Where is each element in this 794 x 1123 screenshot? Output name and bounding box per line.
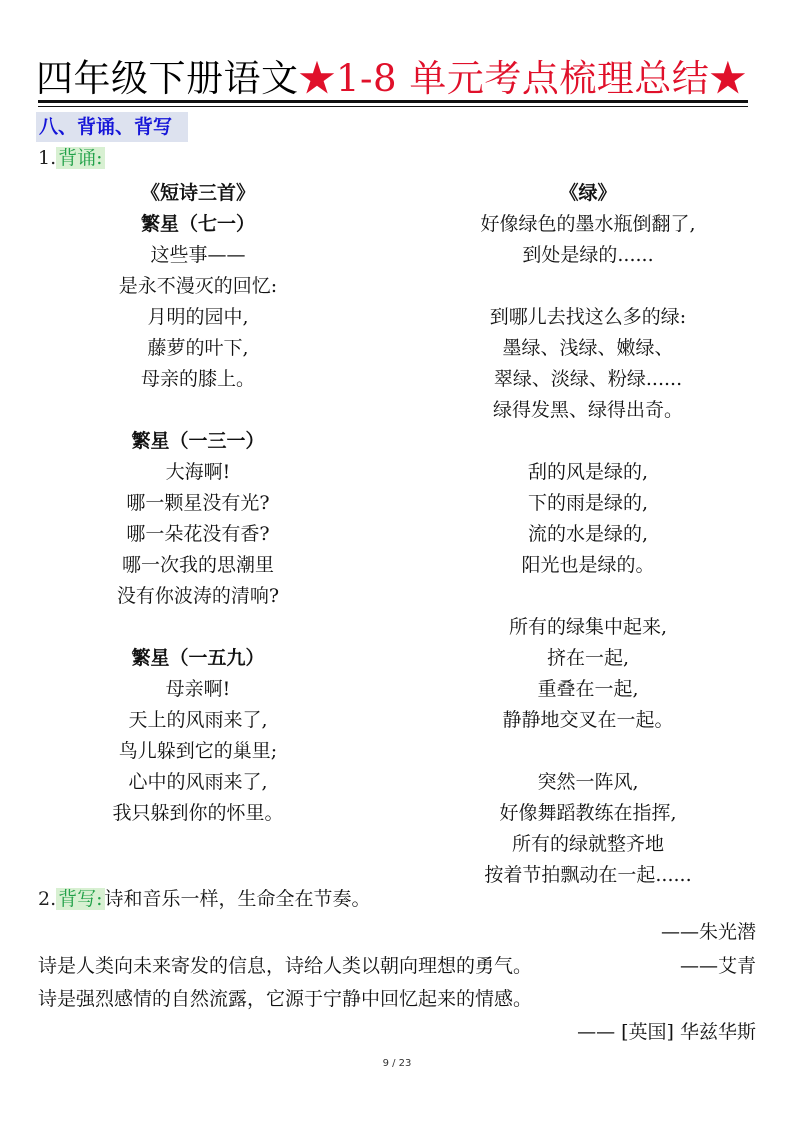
poem-line: 是永不漫灭的回忆: — [118, 275, 278, 297]
title-underline-thick — [38, 100, 748, 103]
item-write — [38, 884, 371, 914]
poem-line: 重叠在一起, — [537, 678, 639, 700]
poem-line: 墨绿、浅绿、嫩绿、 — [502, 337, 674, 359]
poem-line: 阳光也是绿的。 — [521, 554, 655, 576]
poem-line: 刮的风是绿的, — [527, 461, 649, 483]
poem-line: 到处是绿的...... — [522, 244, 654, 266]
poem-line: 好像舞蹈教练在指挥, — [499, 802, 677, 824]
poem-line: 下的雨是绿的, — [527, 492, 649, 514]
poem-line: 到哪儿去找这么多的绿: — [489, 306, 687, 328]
item-number: 1. — [38, 147, 57, 169]
poem-line: 绿得发黑、绿得出奇。 — [492, 399, 683, 421]
poem-column-right — [440, 178, 736, 898]
poem-line: 天上的风雨来了, — [128, 709, 268, 731]
poem-line: 月明的园中, — [147, 306, 249, 328]
item-tag: 背写: — [58, 888, 103, 910]
quote-author: ——朱光潜 — [660, 921, 756, 943]
poem-line: 流的水是绿的, — [527, 523, 649, 545]
page-number: 9 / 23 — [382, 1058, 412, 1069]
quote-author: ——艾青 — [679, 955, 756, 977]
poem-line: 挤在一起, — [546, 647, 630, 669]
poem-line: 哪一朵花没有香? — [126, 523, 270, 545]
quote-text: 诗是人类向未来寄发的信息，诗给人类以朝向理想的勇气。 — [38, 955, 533, 977]
title-main: 四年级下册语文 — [36, 57, 299, 100]
poem-line — [440, 271, 736, 302]
poem-line — [440, 736, 736, 767]
poem-line: 所有的绿就整齐地 — [511, 833, 664, 855]
poem-line: 藤萝的叶下, — [147, 337, 249, 359]
section-heading: 八、背诵、背写 — [36, 112, 188, 142]
poem-line — [440, 581, 736, 612]
poem-line: 哪一颗星没有光? — [126, 492, 270, 514]
poem-line: 鸟儿躲到它的巢里; — [118, 740, 278, 762]
poem-line: 所有的绿集中起来, — [508, 616, 668, 638]
poem-line — [88, 395, 308, 426]
item-tag: 背诵: — [58, 147, 103, 169]
poem-line: 哪一次我的思潮里 — [121, 554, 274, 576]
poem-line: 好像绿色的墨水瓶倒翻了, — [480, 213, 696, 235]
poem-column-left — [88, 178, 308, 838]
poem-line: 没有你波涛的清响? — [116, 585, 280, 607]
poem-line: 我只躲到你的怀里。 — [112, 802, 284, 824]
item-number: 2. — [38, 888, 57, 910]
poem-line: 大海啊! — [165, 461, 231, 483]
poem-title: 繁星（一五九） — [131, 647, 265, 669]
poem-title: 《短诗三首》 — [140, 182, 255, 204]
poem-line: 按着节拍飘动在一起...... — [484, 864, 692, 886]
title-highlight: ★1-8 单元考点梳理总结★ — [298, 57, 747, 100]
poem-title: 《绿》 — [559, 182, 617, 204]
poem-line: 突然一阵风, — [537, 771, 639, 793]
poem-line — [440, 426, 736, 457]
poem-line: 心中的风雨来了, — [128, 771, 268, 793]
poem-title: 繁星（一三一） — [131, 430, 265, 452]
quote-text: 诗和音乐一样，生命全在节奏。 — [104, 888, 371, 910]
poem-line: 静静地交叉在一起。 — [502, 709, 674, 731]
item-recite — [38, 143, 105, 173]
poem-line: 这些事—— — [150, 244, 246, 266]
poem-line: 母亲的膝上。 — [140, 368, 255, 390]
quote-text: 诗是强烈感情的自然流露，它源于宁静中回忆起来的情感。 — [38, 988, 533, 1010]
poem-line — [88, 612, 308, 643]
page-title — [36, 54, 756, 104]
poem-title: 繁星（七一） — [140, 213, 255, 235]
poem-line: 翠绿、淡绿、粉绿...... — [493, 368, 683, 390]
poem-line: 母亲啊! — [165, 678, 231, 700]
quote-author: —— [英国] 华兹华斯 — [577, 1021, 756, 1043]
title-underline-thin — [38, 106, 748, 107]
